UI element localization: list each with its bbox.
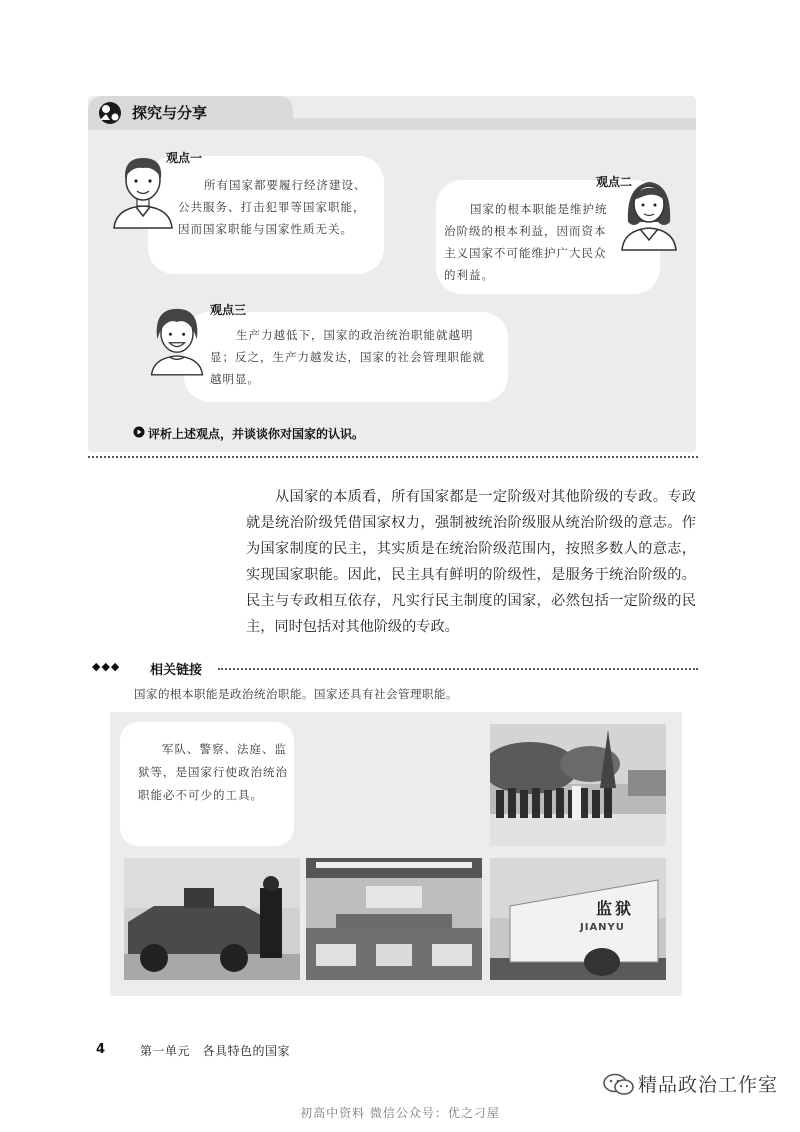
discussion-prompt: [133, 425, 364, 442]
view1-label: 观点一: [166, 151, 203, 165]
army-parade-illustration: [490, 724, 666, 846]
puzzle-sun-icon: [96, 100, 124, 126]
related-link-title: 相关链接: [150, 663, 203, 678]
armored-vehicle-illustration: [124, 858, 300, 980]
explore-share-title: 探究与分享: [132, 104, 208, 122]
wechat-account-name: 精品政治工作室: [638, 1074, 779, 1096]
watermark-text: 初高中资料 微信公众号：优之刁屋: [300, 1106, 500, 1120]
related-link-divider: [218, 668, 698, 670]
armored-vehicle-photo: [124, 858, 300, 980]
body-paragraph: 从国家的本质看，所有国家都是一定阶级对其他阶级的专政。专政就是统治阶级凭借国家权力，强制被统治阶级服从统治阶级的意志。作为国家制度的民主，其实质是在统治阶级范围内，按照多数人的意志，实现国家职能。因此，民主具有鲜明的阶级性，是服务于统治阶级的。民主与专政相互依存，凡实行民主制度的国家，必然包括一定阶级的民主，同时包括对其他阶级的专政。: [246, 489, 696, 635]
girl-short-hair-avatar-icon: [144, 300, 210, 378]
prison-illustration: [490, 858, 666, 980]
section-divider: [88, 456, 698, 458]
prison-sign-latin: JIANYU: [580, 922, 625, 933]
view1-text: 所有国家都要履行经济建设、公共服务、打击犯罪等国家职能，因而国家职能与国家性质无关。: [178, 178, 367, 236]
wechat-icon: [602, 1072, 636, 1096]
army-parade-photo: [490, 724, 666, 846]
diamond-bullets-icon: ◆◆◆: [92, 660, 121, 673]
tools-text: 军队、警察、法庭、监狱等，是国家行使政治统治职能必不可少的工具。: [138, 742, 288, 802]
view2-text: 国家的根本职能是维护统治阶级的根本利益，因而资本主义国家不可能维护广大民众的利益。: [444, 202, 608, 282]
prison-sign-text: 监狱: [596, 899, 635, 918]
courtroom-illustration: [306, 858, 482, 980]
prison-photo: [490, 858, 666, 980]
page-number: 4: [96, 1042, 106, 1057]
view2-label: 观点二: [596, 175, 633, 189]
unit-title: 第一单元 各具特色的国家: [140, 1044, 291, 1058]
view3-text: 生产力越低下，国家的政治统治职能就越明显；反之，生产力越发达，国家的社会管理职能就越明显。: [210, 328, 485, 386]
discussion-prompt-text: 评析上述观点，并谈谈你对国家的认识。: [148, 427, 365, 441]
courtroom-photo: [306, 858, 482, 980]
view3-label: 观点三: [210, 303, 247, 317]
related-link-description: 国家的根本职能是政治统治职能。国家还具有社会管理职能。: [134, 687, 458, 701]
